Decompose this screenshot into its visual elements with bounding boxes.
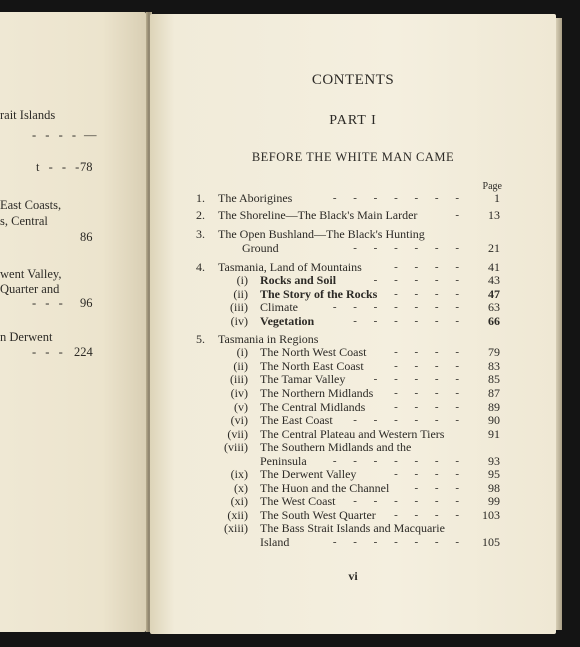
toc-entry bbox=[150, 191, 556, 205]
toc-entry bbox=[150, 332, 556, 346]
toc-entry-index: (i) bbox=[236, 345, 248, 359]
toc-entry-index: (ii) bbox=[233, 287, 248, 301]
toc-entry-page: 93 bbox=[488, 454, 500, 468]
toc-entry-title: The Huon and the Channel bbox=[260, 481, 390, 495]
toc-entry-title: The West Coast bbox=[260, 494, 336, 508]
toc-entry-title: The Central Midlands bbox=[260, 400, 366, 414]
right-page bbox=[150, 14, 556, 634]
toc-entry-title: The Tamar Valley bbox=[260, 372, 346, 386]
toc-entry bbox=[150, 314, 556, 328]
toc-entry-index: (vi) bbox=[230, 413, 248, 427]
toc-entry-page: 89 bbox=[488, 400, 500, 414]
toc-entry bbox=[150, 386, 556, 400]
toc-entry-page: 83 bbox=[488, 359, 500, 373]
toc-entry bbox=[150, 241, 556, 255]
left-page-line: s, Central bbox=[0, 214, 48, 228]
toc-entry-index: (viii) bbox=[224, 440, 248, 454]
left-page-number: 78 bbox=[80, 160, 93, 174]
left-page-number: 86 bbox=[80, 230, 93, 244]
left-page-line: - - - bbox=[32, 296, 66, 310]
toc-entry-page: 1 bbox=[494, 191, 500, 205]
toc-entry bbox=[150, 454, 556, 468]
left-page-line: t - - - bbox=[36, 160, 83, 174]
toc-entry-index: 5. bbox=[196, 332, 205, 346]
part-heading: PART I bbox=[329, 113, 377, 128]
toc-entry bbox=[150, 372, 556, 386]
toc-entry-title: The Bass Strait Islands and Macquarie bbox=[260, 521, 445, 535]
toc-entry-leader: - - - - - - bbox=[353, 414, 466, 426]
toc-entry-leader: - - - - - - - bbox=[332, 301, 466, 313]
toc-entry bbox=[150, 440, 556, 454]
toc-entry bbox=[150, 208, 556, 222]
toc-entry-index: (x) bbox=[234, 481, 248, 495]
toc-entry-title: The South West Quarter bbox=[260, 508, 376, 522]
left-page-line: Quarter and bbox=[0, 282, 60, 296]
toc-entry-index: (v) bbox=[234, 400, 248, 414]
section-heading: BEFORE THE WHITE MAN CAME bbox=[251, 150, 455, 164]
toc-entry bbox=[150, 427, 556, 441]
toc-entry-page: 41 bbox=[488, 260, 500, 274]
toc-entry-index: 3. bbox=[196, 227, 205, 241]
toc-entry-page: 98 bbox=[488, 481, 500, 495]
toc-entry-leader: - - - - - - - bbox=[332, 192, 466, 204]
left-page-number: 96 bbox=[80, 296, 93, 310]
toc-entry-index: (iv) bbox=[230, 386, 248, 400]
toc-entry-index: (vii) bbox=[227, 427, 248, 441]
left-page-line: East Coasts, bbox=[0, 198, 62, 212]
toc-entry-page: 103 bbox=[482, 508, 500, 522]
toc-entry-leader: - - - - bbox=[394, 288, 466, 300]
toc-entry-leader: - - - - bbox=[394, 509, 466, 521]
toc-entry-index: 1. bbox=[196, 191, 205, 205]
toc-entry bbox=[150, 508, 556, 522]
toc-entry-index: (xi) bbox=[230, 494, 248, 508]
toc-entry-title: The Aborigines bbox=[218, 191, 293, 205]
toc-entry-leader: - bbox=[455, 209, 466, 221]
toc-entry-leader: - - - - bbox=[394, 401, 466, 413]
toc-entry-title: The Northern Midlands bbox=[260, 386, 374, 400]
toc-entry-index: (iii) bbox=[230, 372, 248, 386]
toc-entry-title: The Derwent Valley bbox=[260, 467, 357, 481]
toc-entry bbox=[150, 481, 556, 495]
toc-entry-index: (iii) bbox=[230, 300, 248, 314]
toc-entry-title: Island bbox=[260, 535, 290, 549]
toc-entry-title: The North West Coast bbox=[260, 345, 367, 359]
left-page-line: rait Islands bbox=[0, 108, 56, 122]
toc-entry bbox=[150, 359, 556, 373]
toc-entry-title: Climate bbox=[260, 300, 298, 314]
toc-entry-leader: - - - - - - - bbox=[332, 536, 466, 548]
left-page-line: - - - bbox=[32, 345, 66, 359]
toc-entry-title: Peninsula bbox=[260, 454, 307, 468]
toc-entry-title: The Central Plateau and Western Tiers bbox=[260, 427, 445, 441]
toc-entry-leader: - - - - bbox=[394, 360, 466, 372]
toc-entry-leader: - - - - bbox=[394, 346, 466, 358]
toc-entry-leader: - - - - - - bbox=[353, 242, 466, 254]
toc-entry-leader: - - - - - - bbox=[353, 315, 466, 327]
toc-entry bbox=[150, 467, 556, 481]
toc-entry-title: The Story of the Rocks bbox=[260, 287, 378, 301]
toc-entry-index: (xii) bbox=[227, 508, 248, 522]
toc-entry-index: (iv) bbox=[230, 314, 248, 328]
toc-entry bbox=[150, 300, 556, 314]
toc-entry-page: 66 bbox=[488, 314, 500, 328]
toc-entry-page: 91 bbox=[488, 427, 500, 441]
left-page bbox=[0, 12, 146, 632]
page-folio: vi bbox=[348, 569, 358, 583]
toc-entry-leader: - - - - - bbox=[373, 373, 466, 385]
toc-entry-index: (i) bbox=[236, 273, 248, 287]
toc-entry-page: 87 bbox=[488, 386, 500, 400]
toc-entry-leader: - - - - - bbox=[373, 274, 466, 286]
left-page-number: 224 bbox=[74, 345, 93, 359]
left-page-line: - - - - bbox=[32, 128, 80, 142]
toc-entry-page: 21 bbox=[488, 241, 500, 255]
toc-entry-title: Rocks and Soil bbox=[260, 273, 337, 287]
toc-entry-page: 13 bbox=[488, 208, 500, 222]
toc-entry-page: 47 bbox=[488, 287, 500, 301]
toc-entry-page: 90 bbox=[488, 413, 500, 427]
toc-entry bbox=[150, 273, 556, 287]
toc-entry-title: Ground bbox=[242, 241, 279, 255]
toc-entry-title: The North East Coast bbox=[260, 359, 364, 373]
toc-entry-leader: - - - - bbox=[394, 261, 466, 273]
toc-entry-page: 95 bbox=[488, 467, 500, 481]
toc-entry-index: (ii) bbox=[233, 359, 248, 373]
toc-entry-leader: - - - - bbox=[394, 387, 466, 399]
toc-entry-title: The Southern Midlands and the bbox=[260, 440, 412, 454]
toc-entry-page: 105 bbox=[482, 535, 500, 549]
page-column-label: Page bbox=[482, 181, 502, 192]
toc-entry-index: (xiii) bbox=[224, 521, 248, 535]
toc-entry-leader: - - - bbox=[414, 482, 466, 494]
toc-entry-leader: - - - - bbox=[394, 468, 466, 480]
toc-entry-title: The Shoreline—The Black's Main Larder bbox=[218, 208, 418, 222]
toc-entry bbox=[150, 535, 556, 549]
page-edge bbox=[556, 18, 562, 630]
toc-entry-index: 4. bbox=[196, 260, 205, 274]
toc-entry-leader: - - - - - - bbox=[353, 495, 466, 507]
toc-entry bbox=[150, 287, 556, 301]
toc-entry-title: Vegetation bbox=[260, 314, 315, 328]
toc-entry-index: (ix) bbox=[230, 467, 248, 481]
toc-entry-page: 63 bbox=[488, 300, 500, 314]
toc-entry-leader: - - - - - - - bbox=[332, 455, 466, 467]
toc-entry-page: 43 bbox=[488, 273, 500, 287]
toc-entry bbox=[150, 521, 556, 535]
toc-entry bbox=[150, 227, 556, 241]
left-page-number: — bbox=[84, 128, 97, 142]
toc-entry bbox=[150, 260, 556, 274]
toc-entry-title: Tasmania in Regions bbox=[218, 332, 319, 346]
toc-entry-page: 85 bbox=[488, 372, 500, 386]
toc-entry bbox=[150, 494, 556, 508]
left-page-line: went Valley, bbox=[0, 267, 62, 281]
left-page-line: n Derwent bbox=[0, 330, 53, 344]
contents-heading: CONTENTS bbox=[311, 72, 395, 88]
toc-entry bbox=[150, 413, 556, 427]
toc-entry-title: The East Coast bbox=[260, 413, 333, 427]
toc-entry-page: 79 bbox=[488, 345, 500, 359]
toc-entry bbox=[150, 400, 556, 414]
toc-entry-title: The Open Bushland—The Black's Hunting bbox=[218, 227, 425, 241]
toc-entry-index: 2. bbox=[196, 208, 205, 222]
toc-entry bbox=[150, 345, 556, 359]
toc-entry-title: Tasmania, Land of Mountains bbox=[218, 260, 362, 274]
toc-entry-page: 99 bbox=[488, 494, 500, 508]
